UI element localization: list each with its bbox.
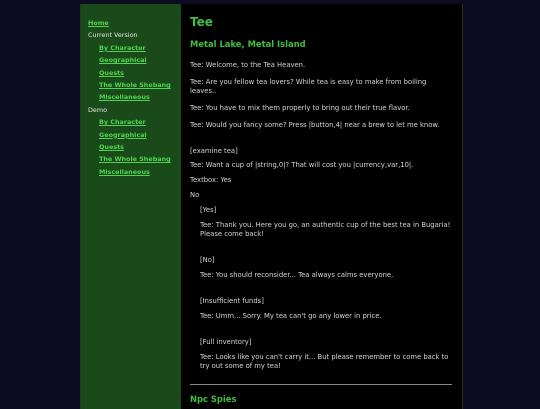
branch-text-yes: Tee: Thank you. Here you go, an authentic cup of the best tea in Bugaria! Please come back!: [200, 221, 451, 238]
dialogue-line: Tee: Welcome, to the Tea Heaven.: [190, 61, 306, 69]
nav-home-link[interactable]: Home: [88, 19, 109, 27]
nav-section-demo: Demo: [88, 105, 107, 114]
nav-demo-quests[interactable]: Quests: [99, 142, 124, 151]
branch-label-yes: [Yes]: [200, 206, 217, 214]
dialogue-offer: Tee: Want a cup of |string,0|? That will cost you |currency,var,10|.: [190, 161, 414, 169]
nav-current-miscellaneous[interactable]: Miscellaneous: [99, 93, 150, 102]
nav-current-by-character[interactable]: By Character: [99, 43, 146, 52]
nav-demo-geographical[interactable]: Geographical: [99, 130, 147, 139]
dialogue-line: Tee: Would you fancy some? Press |button,4| near a brew to let me know.: [190, 121, 440, 129]
branch-text-full-inventory: Tee: Looks like you can't carry it... But please remember to come back to try out some of my tea!: [200, 353, 449, 370]
branch-label-insufficient-funds: [Insufficient funds]: [200, 297, 264, 305]
section-divider: [190, 384, 452, 385]
nav-demo-whole-shebang[interactable]: The Whole Shebang: [99, 155, 171, 164]
dialogue-line: Tee: Are you fellow tea lovers? While tea is easy to make from boiling leaves..: [190, 78, 427, 95]
branch-text-no: Tee: You should reconsider... Tea always calms everyone.: [200, 271, 394, 279]
branch-label-no: [No]: [200, 256, 215, 264]
page-title: Tee: [190, 15, 213, 29]
nav-section-current-version: Current Version: [88, 31, 138, 40]
main-content: [190, 14, 454, 404]
nav-demo-miscellaneous[interactable]: Miscellaneous: [99, 167, 150, 176]
no-line: No: [190, 191, 200, 199]
branch-text-insufficient-funds: Tee: Umm... Sorry. My tea can't go any lower in price.: [200, 312, 382, 320]
branch-label-full-inventory: [Full inventory]: [200, 338, 252, 346]
location-heading: Metal Lake, Metal Island: [190, 39, 306, 49]
examine-label: [examine tea]: [190, 147, 238, 155]
textbox-line: Textbox: Yes: [190, 176, 232, 184]
sidebar-nav: [81, 4, 181, 178]
section-heading-npc-spies: Npc Spies: [190, 394, 237, 404]
dialogue-line: Tee: You have to mix them properly to bring out their true flavor.: [190, 104, 410, 112]
nav-demo-by-character[interactable]: By Character: [99, 118, 146, 127]
nav-current-whole-shebang[interactable]: The Whole Shebang: [99, 80, 171, 89]
sidebar: [81, 4, 181, 409]
nav-current-geographical[interactable]: Geographical: [99, 56, 147, 65]
nav-current-quests[interactable]: Quests: [99, 68, 124, 77]
